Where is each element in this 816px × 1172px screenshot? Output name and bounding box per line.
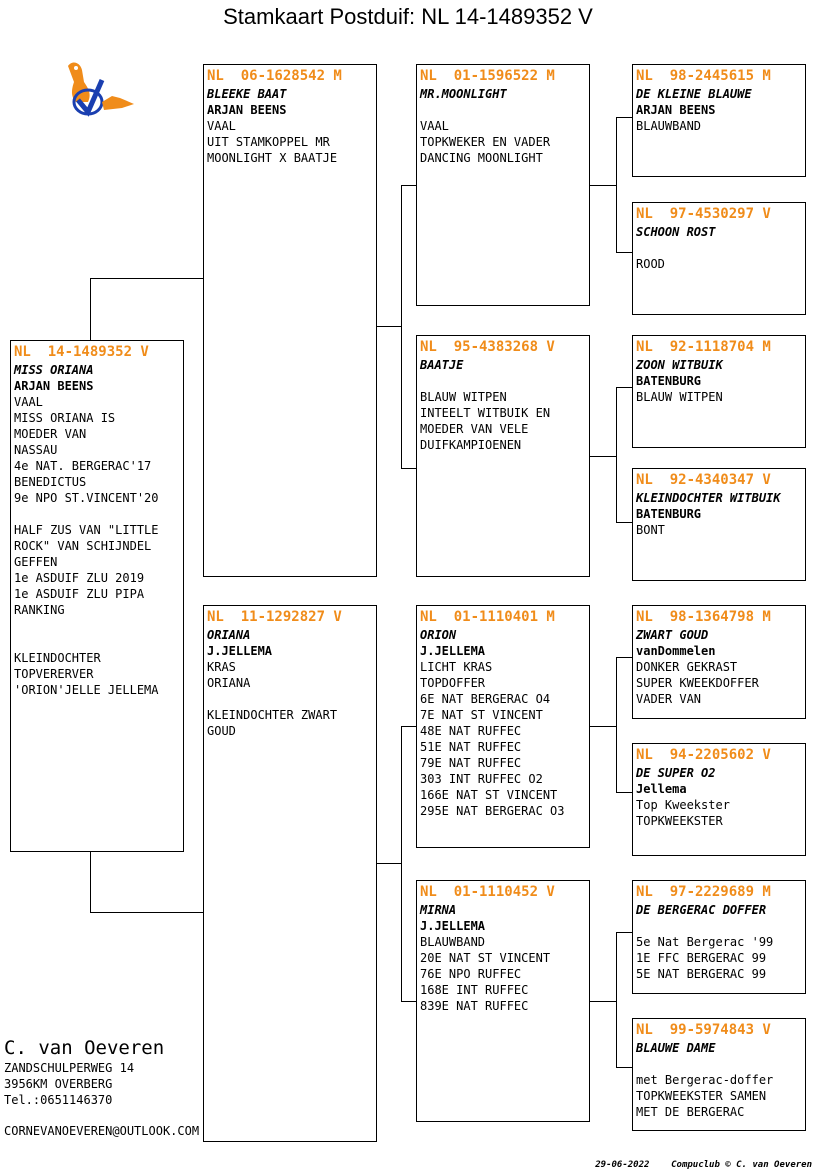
ring-number: NL 97-4530297 V [636, 206, 771, 222]
info-line: 20E NAT ST VINCENT [420, 951, 551, 965]
pigeon-card-ggp-2 [632, 202, 806, 315]
breeder-name: ARJAN BEENS [636, 103, 716, 117]
info-line: HALF ZUS VAN "LITTLE [14, 523, 159, 537]
info-line: DONKER GEKRAST [636, 660, 738, 674]
info-line: 839E NAT RUFFEC [420, 999, 529, 1013]
info-line: BLAUWBAND [636, 119, 702, 133]
pigeon-card-ggp-8 [632, 1018, 806, 1131]
info-line: GOUD [207, 724, 236, 738]
pigeon-card-ggp-5 [632, 605, 806, 719]
owner-phone: Tel.:0651146370 [4, 1093, 113, 1107]
ring-number: NL 98-1364798 M [636, 609, 771, 625]
info-line: ROCK" VAN SCHIJNDEL [14, 539, 152, 553]
pigeon-logo-icon [58, 58, 138, 128]
info-line [14, 634, 180, 650]
pigeon-name: KLEINDOCHTER WITBUIK [636, 491, 781, 505]
breeder-name: BATENBURG [636, 374, 702, 388]
info-line: 168E INT RUFFEC [420, 983, 529, 997]
info-line: ROOD [636, 257, 665, 271]
info-line [14, 618, 180, 634]
breeder-name: ARJAN BEENS [207, 103, 287, 117]
ring-number: NL 01-1110401 M [420, 609, 555, 625]
breeder-name: BATENBURG [636, 507, 702, 521]
info-line: 51E NAT RUFFEC [420, 740, 522, 754]
info-line: 5E NAT BERGERAC 99 [636, 967, 767, 981]
pigeon-name: MR.MOONLIGHT [420, 87, 507, 101]
ring-number: NL 92-1118704 M [636, 339, 771, 355]
footer-credit: Compuclub © C. van Oeveren [671, 1160, 812, 1170]
info-line: 1e ASDUIF ZLU 2019 [14, 571, 145, 585]
pigeon-name: BLEEKE BAAT [207, 87, 287, 101]
ring-number: NL 95-4383268 V [420, 339, 555, 355]
pigeon-name: DE SUPER O2 [636, 766, 716, 780]
info-line: TOPKWEEKSTER SAMEN [636, 1089, 767, 1103]
info-line: 4e NAT. BERGERAC'17 [14, 459, 152, 473]
info-line: KLEINDOCHTER [14, 651, 101, 665]
info-line: BLAUW WITPEN [420, 390, 507, 404]
info-line: VADER VAN [636, 692, 702, 706]
breeder-name: J.JELLEMA [420, 644, 486, 658]
info-line: 7E NAT ST VINCENT [420, 708, 543, 722]
pigeon-card-maternal-grandfather [416, 605, 590, 848]
pigeon-name: ORIANA [207, 628, 251, 642]
info-line [14, 506, 180, 522]
pigeon-name: MISS ORIANA [14, 363, 94, 377]
pigeon-name: ZOON WITBUIK [636, 358, 723, 372]
breeder-name [636, 1056, 802, 1072]
info-line: 166E NAT ST VINCENT [420, 788, 558, 802]
breeder-name: Jellema [636, 782, 687, 796]
info-line: UIT STAMKOPPEL MR [207, 135, 330, 149]
info-line: MOONLIGHT X BAATJE [207, 151, 338, 165]
pigeon-name: MIRNA [420, 903, 457, 917]
info-line: VAAL [207, 119, 236, 133]
owner-address1: ZANDSCHULPERWEG 14 [4, 1061, 135, 1075]
info-line: BONT [636, 523, 665, 537]
breeder-name: vanDommelen [636, 644, 716, 658]
info-line: ORIANA [207, 676, 251, 690]
info-line: VAAL [14, 395, 43, 409]
info-line: 79E NAT RUFFEC [420, 756, 522, 770]
info-line: LICHT KRAS [420, 660, 493, 674]
info-line: BENEDICTUS [14, 475, 87, 489]
breeder-name [636, 240, 802, 256]
pigeon-card-ggp-3 [632, 335, 806, 448]
info-line: KRAS [207, 660, 236, 674]
pigeon-card-ggp-7 [632, 880, 806, 994]
info-line: DUIFKAMPIOENEN [420, 438, 522, 452]
ring-number: NL 11-1292827 V [207, 609, 342, 625]
pigeon-name: DE BERGERAC DOFFER [636, 903, 767, 917]
breeder-name [420, 102, 586, 118]
pigeon-card-mother [203, 605, 377, 1142]
breeder-name: J.JELLEMA [207, 644, 273, 658]
info-line: TOPKWEKER EN VADER [420, 135, 551, 149]
info-line: 6E NAT BERGERAC O4 [420, 692, 551, 706]
info-line: met Bergerac-doffer [636, 1073, 774, 1087]
breeder-name [636, 918, 802, 934]
info-line: MISS ORIANA IS [14, 411, 116, 425]
info-line: SUPER KWEEKDOFFER [636, 676, 759, 690]
pigeon-card-ggp-6 [632, 743, 806, 856]
info-line: GEFFEN [14, 555, 58, 569]
pigeon-card-ggp-1 [632, 64, 806, 177]
info-line [207, 691, 373, 707]
pigeon-card-ggp-4 [632, 468, 806, 581]
info-line: TOPKWEEKSTER [636, 814, 723, 828]
ring-number: NL 94-2205602 V [636, 747, 771, 763]
pigeon-card-maternal-grandmother [416, 880, 590, 1122]
ring-number: NL 14-1489352 V [14, 344, 149, 360]
ring-number: NL 06-1628542 M [207, 68, 342, 84]
page-title: Stamkaart Postduif: NL 14-1489352 V [223, 4, 593, 29]
club-logo [58, 58, 138, 132]
ring-number: NL 99-5974843 V [636, 1022, 771, 1038]
info-line: 5e Nat Bergerac '99 [636, 935, 774, 949]
info-line: TOPDOFFER [420, 676, 486, 690]
owner-email: CORNEVANOEVEREN@OUTLOOK.COM [4, 1124, 200, 1138]
info-line: RANKING [14, 603, 65, 617]
footer [595, 1160, 812, 1170]
info-line: VAAL [420, 119, 449, 133]
breeder-name [420, 373, 586, 389]
ring-number: NL 01-1110452 V [420, 884, 555, 900]
info-line: 295E NAT BERGERAC O3 [420, 804, 565, 818]
breeder-name: ARJAN BEENS [14, 379, 94, 393]
pigeon-name: DE KLEINE BLAUWE [636, 87, 752, 101]
breeder-name: J.JELLEMA [420, 919, 486, 933]
ring-number: NL 92-4340347 V [636, 472, 771, 488]
info-line: NASSAU [14, 443, 58, 457]
info-line: 48E NAT RUFFEC [420, 724, 522, 738]
pigeon-name: BLAUWE DAME [636, 1041, 716, 1055]
ring-number: NL 98-2445615 M [636, 68, 771, 84]
info-line: MOEDER VAN [14, 427, 87, 441]
owner-name: C. van Oeveren [4, 1037, 165, 1059]
pigeon-name: BAATJE [420, 358, 464, 372]
info-line: DANCING MOONLIGHT [420, 151, 543, 165]
info-line: BLAUWBAND [420, 935, 486, 949]
pigeon-card-subject [10, 340, 184, 852]
info-line: TOPVERERVER [14, 667, 94, 681]
info-line: 1E FFC BERGERAC 99 [636, 951, 767, 965]
info-line: Top Kweekster [636, 798, 730, 812]
info-line: MET DE BERGERAC [636, 1105, 745, 1119]
info-line: 9e NPO ST.VINCENT'20 [14, 491, 159, 505]
pigeon-name: SCHOON ROST [636, 225, 716, 239]
info-line: 'ORION'JELLE JELLEMA [14, 683, 159, 697]
pigeon-name: ORION [420, 628, 457, 642]
info-line: KLEINDOCHTER ZWART [207, 708, 338, 722]
info-line: 303 INT RUFFEC O2 [420, 772, 543, 786]
info-line: BLAUW WITPEN [636, 390, 723, 404]
info-line: 1e ASDUIF ZLU PIPA [14, 587, 145, 601]
pigeon-card-father [203, 64, 377, 577]
info-line: INTEELT WITBUIK EN [420, 406, 551, 420]
pigeon-card-paternal-grandmother [416, 335, 590, 577]
pigeon-card-paternal-grandfather [416, 64, 590, 306]
info-line: MOEDER VAN VELE [420, 422, 529, 436]
owner-address2: 3956KM OVERBERG [4, 1077, 113, 1091]
ring-number: NL 01-1596522 M [420, 68, 555, 84]
pigeon-name: ZWART GOUD [636, 628, 709, 642]
footer-date: 29-06-2022 [595, 1160, 650, 1170]
owner-info [4, 1036, 164, 1108]
info-line: 76E NPO RUFFEC [420, 967, 522, 981]
ring-number: NL 97-2229689 M [636, 884, 771, 900]
